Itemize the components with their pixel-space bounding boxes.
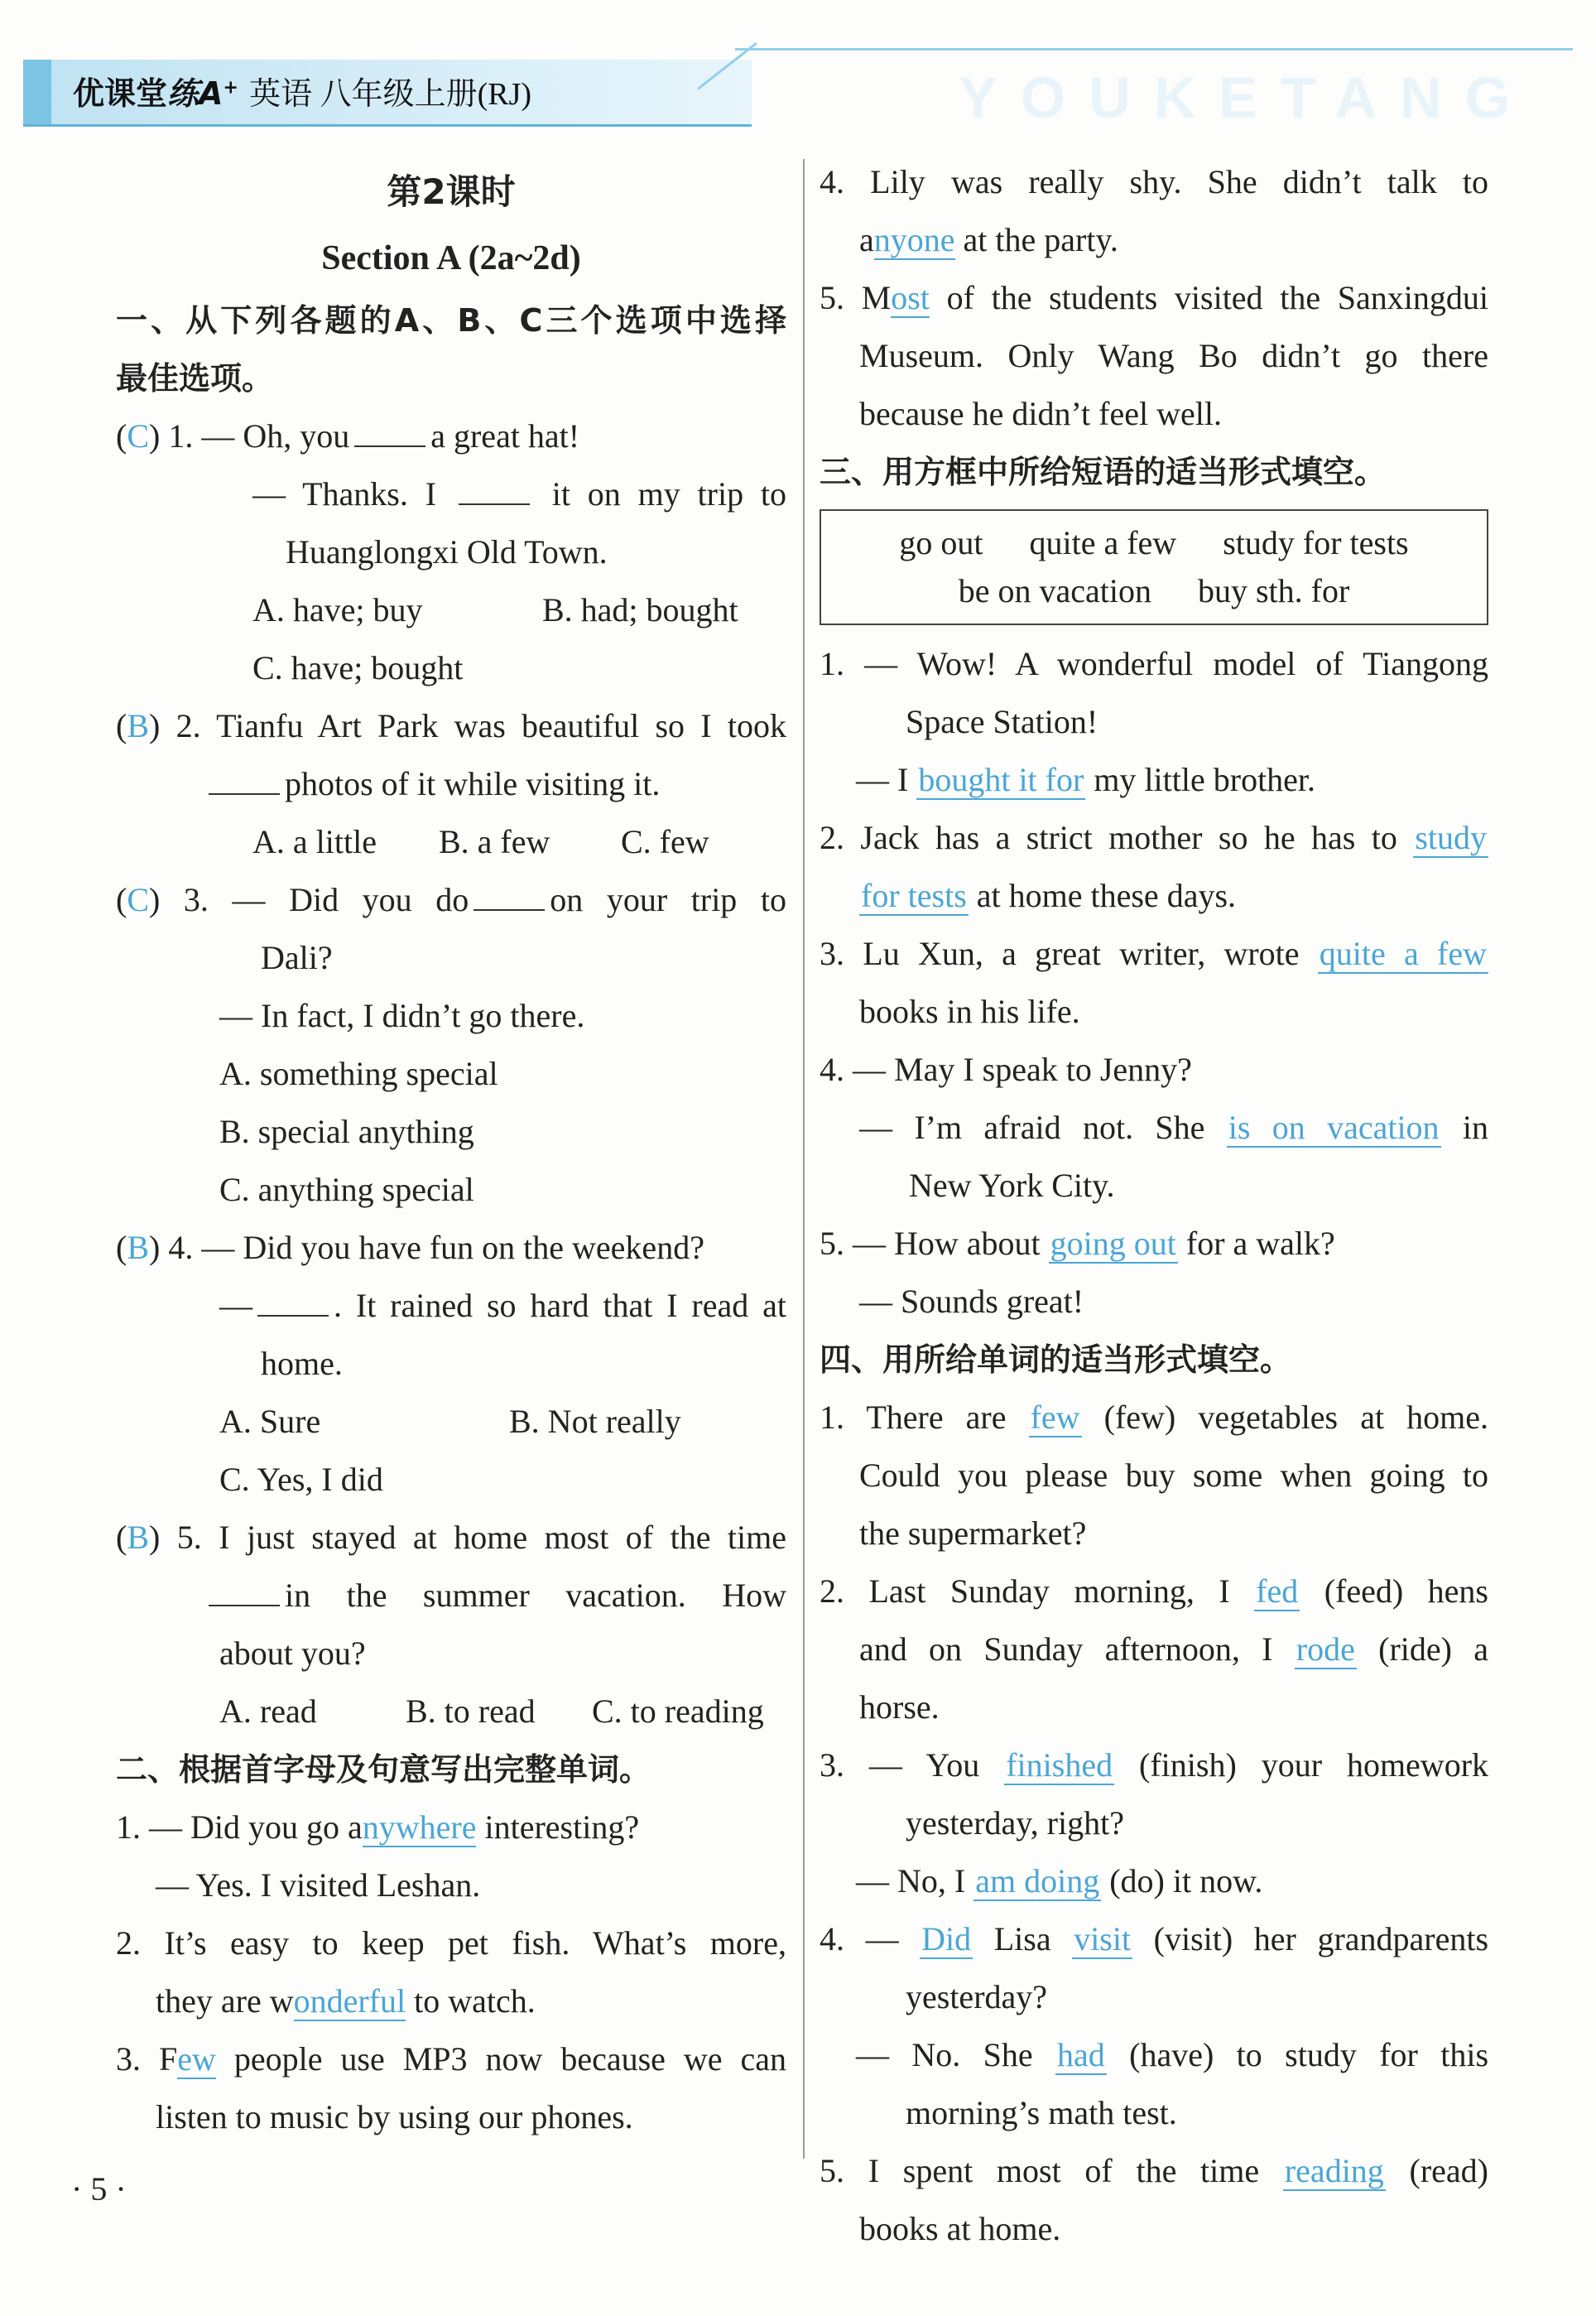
p2-q2-text-a: they are w bbox=[156, 1982, 294, 2020]
p4-q1-line1 bbox=[820, 1389, 1488, 1447]
q1-line1: (C) 1. — Oh, you a great hat! bbox=[116, 417, 580, 455]
p4-q2-text-a: 2. Last Sunday morning, I bbox=[820, 1572, 1230, 1610]
q5-option-c: C. to reading bbox=[592, 1692, 764, 1730]
p3-q4-line3: New York City. bbox=[909, 1167, 1115, 1204]
q3-line2: Dali? bbox=[261, 939, 333, 976]
q4-line1: (B) 4. — Did you have fun on the weekend? bbox=[116, 1229, 704, 1266]
p4-q4-answer-1: Did bbox=[921, 1920, 972, 1957]
p4-q4-text-d: — No. She bbox=[856, 2036, 1033, 2073]
p2-q5-line2: Museum. Only Wang Bo didn’t go there bbox=[859, 337, 1488, 374]
p2-q3-text-b: people use MP3 now because we can bbox=[233, 2040, 786, 2078]
brand-suffix: 练A bbox=[167, 75, 224, 112]
p4-q5-text-a: 5. I spent most of the time bbox=[820, 2152, 1260, 2189]
p3-q1-text-a: — I bbox=[856, 761, 909, 798]
q1-text-d: it on my trip to bbox=[551, 475, 787, 513]
part4-heading: 四、用所给单词的适当形式填空。 bbox=[820, 1341, 1292, 1378]
p3-q5-text-b: for a walk? bbox=[1185, 1225, 1335, 1262]
q3-line1: (C) 3. — Did you do on your trip to bbox=[116, 881, 786, 918]
q1-blank-2 bbox=[459, 479, 530, 505]
p4-q1-answer: few bbox=[1030, 1399, 1080, 1436]
p4-q2-line2 bbox=[820, 1620, 1488, 1678]
p4-q4-text-c: (visit) her grandparents bbox=[1153, 1920, 1489, 1957]
q4-line2 bbox=[116, 1277, 786, 1335]
p4-q4-line3 bbox=[820, 2026, 1488, 2084]
p4-q1-line3: the supermarket? bbox=[859, 1514, 1087, 1552]
q3-blank bbox=[474, 884, 545, 911]
p4-q4-text-e: (have) to study for this bbox=[1129, 2036, 1489, 2073]
subject-label: 英语 八年级上册(RJ) bbox=[249, 77, 532, 112]
lesson-title: 第2课时 bbox=[387, 171, 516, 212]
p3-q1-line2: Space Station! bbox=[906, 703, 1098, 740]
q4-answer: B bbox=[127, 1229, 150, 1266]
p2-q1-text-b: interesting? bbox=[484, 1808, 640, 1846]
p4-q3-answer-2: am doing bbox=[975, 1862, 1100, 1900]
q3-line3: — In fact, I didn’t go there. bbox=[219, 997, 585, 1034]
p4-q2-text-c: and on Sunday afternoon, I bbox=[859, 1630, 1273, 1668]
brand-sup: + bbox=[223, 77, 238, 99]
q1-text-b: a great hat! bbox=[430, 417, 580, 455]
p3-q2-text-b: at home these days. bbox=[976, 877, 1237, 914]
p4-q1-text-b: (few) vegetables at home. bbox=[1103, 1399, 1488, 1436]
p4-q3-text-a: 3. — You bbox=[820, 1746, 980, 1784]
p4-q3-line2: yesterday, right? bbox=[906, 1804, 1124, 1842]
q4-dash: — bbox=[219, 1287, 252, 1324]
q1-answer: C bbox=[127, 417, 150, 455]
q1-option-c: C. have; bought bbox=[252, 649, 464, 686]
p3-q3-answer: quite a few bbox=[1319, 935, 1488, 972]
q1-text-c: — Thanks. I bbox=[252, 475, 437, 513]
p2-q3-line2: listen to music by using our phones. bbox=[156, 2098, 633, 2135]
p4-q3-line1 bbox=[820, 1736, 1488, 1794]
p3-q4-line2 bbox=[820, 1099, 1488, 1157]
p4-q5-answer: reading bbox=[1284, 2152, 1384, 2189]
p3-q1-answer: bought it for bbox=[918, 761, 1084, 798]
p2-q5-text-a: 5. M bbox=[820, 279, 892, 316]
q5-option-b: B. to read bbox=[406, 1692, 536, 1730]
q2-text-a: 2. Tianfu Art Park was beautiful so I took bbox=[175, 707, 786, 744]
p2-q1-line1 bbox=[116, 1798, 786, 1856]
q3-option-c: C. anything special bbox=[219, 1171, 474, 1208]
q3-answer: C bbox=[127, 881, 150, 918]
p3-q5-answer: going out bbox=[1050, 1225, 1176, 1262]
p4-q3-text-d: (do) it now. bbox=[1109, 1862, 1263, 1900]
p4-q4-answer-3: had bbox=[1057, 2036, 1105, 2073]
column-divider bbox=[803, 159, 805, 2159]
p4-q4-line4: morning’s math test. bbox=[906, 2094, 1177, 2131]
q1-options bbox=[116, 581, 786, 639]
page-header bbox=[23, 60, 1573, 130]
p3-q2-text-a: 2. Jack has a strict mother so he has to bbox=[820, 819, 1397, 856]
p3-q1-text-b: my little brother. bbox=[1094, 761, 1316, 798]
p2-q2-answer: onderful bbox=[293, 1982, 406, 2020]
p4-q2-line1 bbox=[820, 1562, 1488, 1620]
p3-q3-line1 bbox=[820, 925, 1488, 983]
header-bar bbox=[23, 60, 752, 127]
q3-option-a: A. something special bbox=[219, 1055, 498, 1092]
p2-q3-text-a: 3. F bbox=[116, 2040, 178, 2078]
p2-q2-text-b: to watch. bbox=[414, 1982, 536, 2020]
p4-q4-line2: yesterday? bbox=[906, 1978, 1048, 2015]
p4-q3-text-c: — No, I bbox=[856, 1862, 966, 1900]
q2-option-a: A. a little bbox=[252, 823, 377, 860]
q2-answer: B bbox=[127, 707, 150, 744]
q2-blank bbox=[209, 768, 280, 795]
p3-q1-line1: 1. — Wow! A wonderful model of Tiangong bbox=[820, 645, 1488, 682]
p4-q2-line3: horse. bbox=[859, 1688, 940, 1726]
p3-q1-line3 bbox=[820, 751, 1488, 809]
q5-blank bbox=[209, 1580, 280, 1606]
p2-q4-answer: nyone bbox=[873, 221, 955, 258]
p4-q4-line1 bbox=[820, 1910, 1488, 1968]
p2-q5-answer: ost bbox=[891, 279, 930, 316]
q5-line2 bbox=[116, 1567, 786, 1625]
q1-blank-1 bbox=[354, 421, 425, 447]
phrase-quite-a-few: quite a few bbox=[1029, 524, 1177, 561]
q2-option-c: C. few bbox=[621, 823, 709, 860]
q2-options bbox=[116, 813, 786, 871]
q1-option-a: A. have; buy bbox=[252, 591, 423, 628]
p2-q1-answer: nywhere bbox=[362, 1808, 477, 1846]
p4-q4-answer-2: visit bbox=[1074, 1920, 1132, 1957]
p2-q4-line1: 4. Lily was really shy. She didn’t talk to bbox=[820, 163, 1488, 200]
q1-line3: Huanglongxi Old Town. bbox=[286, 533, 608, 571]
p3-q4-answer: is on vacation bbox=[1228, 1109, 1440, 1146]
p2-q4-line2 bbox=[820, 211, 1488, 269]
section-title: Section A (2a~2d) bbox=[321, 239, 581, 277]
page-number: · 5 · bbox=[71, 2170, 127, 2208]
p4-q3-text-b: (finish) your homework bbox=[1139, 1746, 1489, 1784]
p2-q2-line2 bbox=[116, 1972, 786, 2030]
watermark: YOUKETANG bbox=[959, 65, 1534, 130]
p3-q2-line1 bbox=[820, 809, 1488, 867]
p2-q1-line2: — Yes. I visited Leshan. bbox=[156, 1866, 481, 1904]
q4-option-a: A. Sure bbox=[219, 1403, 321, 1440]
left-column bbox=[116, 159, 786, 2146]
q3-option-b: B. special anything bbox=[219, 1113, 474, 1150]
p2-q5-line1 bbox=[820, 269, 1488, 327]
header-tab bbox=[23, 60, 51, 124]
q3-text-b: on your trip to bbox=[550, 881, 786, 918]
part3-heading: 三、用方框中所给短语的适当形式填空。 bbox=[820, 454, 1387, 490]
q5-answer: B bbox=[127, 1519, 150, 1556]
p3-q4-line1: 4. — May I speak to Jenny? bbox=[820, 1051, 1192, 1088]
q4-text-a: 4. — Did you have fun on the weekend? bbox=[168, 1229, 704, 1266]
brand-name: 优课堂 bbox=[73, 75, 168, 112]
p4-q5-line1 bbox=[820, 2142, 1488, 2200]
p2-q3-line1 bbox=[116, 2030, 786, 2088]
q4-options bbox=[116, 1393, 786, 1451]
q3-text-a: 3. — Did you do bbox=[183, 881, 469, 918]
p2-q4-text-b: at the party. bbox=[963, 221, 1118, 258]
q5-options bbox=[116, 1683, 786, 1741]
p3-q2-answer-1: study bbox=[1415, 819, 1488, 856]
q2-text-b: photos of it while visiting it. bbox=[285, 765, 661, 802]
q1-text-a: 1. — Oh, you bbox=[168, 417, 350, 455]
q1-line2 bbox=[116, 465, 786, 523]
q5-text-b: in the summer vacation. How bbox=[285, 1577, 786, 1614]
p3-q5-line1 bbox=[820, 1215, 1488, 1273]
header-rule bbox=[735, 48, 1573, 51]
phrase-buy-sth-for: buy sth. for bbox=[1197, 572, 1350, 609]
p4-q5-line2: books at home. bbox=[859, 2210, 1061, 2247]
p2-q4-text-a: a bbox=[859, 221, 874, 258]
p2-q5-text-b: of the students visited the Sanxingdui bbox=[946, 279, 1488, 316]
q2-line2 bbox=[116, 755, 786, 813]
p3-q4-text-a: — I’m afraid not. She bbox=[859, 1109, 1205, 1146]
q4-option-c: C. Yes, I did bbox=[219, 1461, 383, 1498]
q5-line3: about you? bbox=[219, 1635, 366, 1672]
p4-q1-text-a: 1. There are bbox=[820, 1399, 1007, 1436]
part1-heading-cont: 最佳选项。 bbox=[116, 360, 274, 397]
phrase-go-out: go out bbox=[899, 524, 983, 561]
p3-q5-text-a: 5. — How about bbox=[820, 1225, 1041, 1262]
q1-option-b: B. had; bought bbox=[542, 591, 738, 628]
p4-q4-text-b: Lisa bbox=[993, 1920, 1051, 1957]
p4-q5-text-b: (read) bbox=[1409, 2152, 1488, 2189]
q5-text-a: 5. I just stayed at home most of the time bbox=[176, 1519, 786, 1556]
p3-q5-line2: — Sounds great! bbox=[859, 1283, 1084, 1320]
p2-q5-line3: because he didn’t feel well. bbox=[859, 395, 1222, 432]
q5-option-a: A. read bbox=[219, 1692, 317, 1730]
q4-line3: home. bbox=[261, 1345, 343, 1382]
q4-blank bbox=[257, 1290, 329, 1317]
phrase-box-row-1 bbox=[821, 519, 1487, 567]
q4-text-b: . It rained so hard that I read at bbox=[334, 1287, 786, 1324]
q2-option-b: B. a few bbox=[439, 823, 550, 860]
p4-q2-answer-2: rode bbox=[1296, 1630, 1355, 1668]
p3-q4-text-b: in bbox=[1462, 1109, 1489, 1146]
right-column bbox=[820, 153, 1488, 2258]
book-title bbox=[73, 68, 531, 113]
p4-q3-line3 bbox=[820, 1852, 1488, 1910]
phrase-box-row-2 bbox=[821, 567, 1487, 615]
p4-q1-line2: Could you please buy some when going to bbox=[859, 1457, 1488, 1494]
p2-q2-line1: 2. It’s easy to keep pet fish. What’s more, bbox=[116, 1924, 786, 1962]
p4-q2-text-d: (ride) a bbox=[1378, 1630, 1489, 1668]
phrase-be-on-vacation: be on vacation bbox=[958, 572, 1151, 609]
p3-q2-answer-2: for tests bbox=[861, 877, 967, 914]
p2-q3-answer: ew bbox=[177, 2040, 216, 2078]
p3-q3-text-a: 3. Lu Xun, a great writer, wrote bbox=[820, 935, 1300, 972]
p4-q2-answer-1: fed bbox=[1256, 1572, 1299, 1610]
p3-q2-line2 bbox=[820, 867, 1488, 925]
p4-q4-text-a: 4. — bbox=[820, 1920, 899, 1957]
p2-q1-text-a: 1. — Did you go a bbox=[116, 1808, 363, 1846]
p3-q3-line2: books in his life. bbox=[859, 993, 1080, 1030]
part2-heading: 二、根据首字母及句意写出完整单词。 bbox=[116, 1751, 651, 1788]
p4-q3-answer: finished bbox=[1006, 1746, 1113, 1784]
q4-option-b: B. Not really bbox=[509, 1403, 681, 1440]
phrase-box bbox=[820, 509, 1488, 625]
p4-q2-text-b: (feed) hens bbox=[1324, 1572, 1488, 1610]
part1-heading: 一、从下列各题的A、B、C三个选项中选择 bbox=[116, 302, 786, 339]
q2-line1: (B) 2. Tianfu Art Park was beautiful so I took bbox=[116, 707, 786, 744]
phrase-study-for-tests: study for tests bbox=[1223, 524, 1409, 561]
q5-line1: (B) 5. I just stayed at home most of the time bbox=[116, 1519, 786, 1556]
